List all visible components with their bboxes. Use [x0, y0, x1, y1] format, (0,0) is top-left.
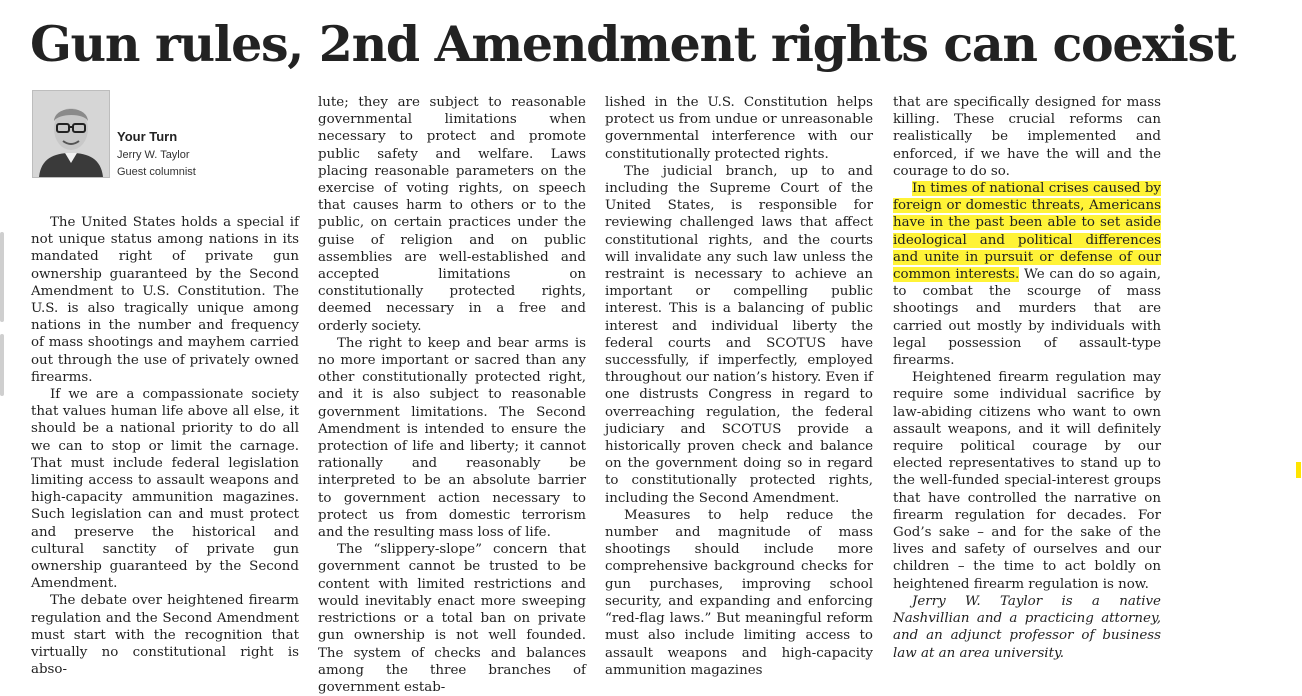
paragraph: Measures to help reduce the number and magnitude of mass shootings should include more comprehensive background checks for gun purchases, improving school security, and expanding and enforcing “red-flag laws.” But meaningful reform must also include limiting access to assault weapons and high-capacity ammunition magazines: [605, 507, 873, 678]
paragraph: that are specifically designed for mass killing. These crucial reforms can realistically be implemented and enforced, if we have the will and the courage to do so.: [893, 95, 1161, 179]
article-column-4: [893, 94, 1161, 662]
author-name: Jerry W. Taylor: [117, 149, 190, 161]
paragraph: If we are a compassionate society that values human life above all else, it should be a national priority to do all we can to stop or limit the carnage. That must include federal legislation limiting access to assault weapons and high-capacity ammunition magazines. Such legislation can and must protect and preserve the historical and cultural sanctity of private gun ownership guaranteed by the Second Amendment.: [31, 387, 299, 592]
page-edge-mark: [0, 232, 4, 322]
author-portrait-image: [33, 91, 109, 177]
paragraph: lute; they are subject to reasonable governmental limitations when necessary to protect and promote public safety and welfare. Laws placing reasonable parameters on the exercise of voting rights, on speech that causes harm to others or to the public, on certain practices under the guise of religion and on public assemblies are well-established and accepted limitations on constitutionally protected rights, deemed necessary in a free and orderly society.: [318, 95, 586, 334]
paragraph: The right to keep and bear arms is no more important or sacred than any other constitutionally protected right, and it is also subject to reasonable government limitations. The Second Amendment is intended to ensure the protection of life and liberty; it cannot rationally and reasonably be interpreted to be an absolute barrier to government action necessary to protect us from domestic terrorism and the resulting mass loss of life.: [318, 335, 586, 541]
column-label: Your Turn: [117, 129, 178, 144]
highlighted-paragraph: [893, 180, 1161, 369]
highlight-mark: [1296, 462, 1301, 478]
author-bio: Jerry W. Taylor is a native Nashvillian and a practicing attorney, and an adjunct professor of business law at an area university.: [893, 593, 1161, 661]
paragraph-text: We can do so again, to combat the scourge of mass shootings and murders that are carried out mostly by individuals with legal possession of assault-type firearms.: [893, 267, 1161, 369]
article-column-1: [31, 214, 299, 678]
article-column-3: [605, 94, 873, 679]
article-column-2: [318, 94, 586, 696]
paragraph: lished in the U.S. Constitution helps protect us from undue or unreasonable governmental interference with our constitutionally protected rights.: [605, 95, 873, 162]
paragraph: The United States holds a special if not unique status among nations in its mandated right of private gun ownership guaranteed by the Second Amendment to U.S. Constitution. The U.S. is also tragically unique among nations in the number and frequency of mass shootings and mayhem carried out through the use of privately owned firearms.: [31, 215, 299, 385]
highlighted-text: In times of national crises caused by foreign or domestic threats, Americans have in the past been able to set aside ideological and political differences and unite in pursuit or defense of our common interests.: [893, 181, 1161, 283]
paragraph: The debate over heightened firearm regulation and the Second Amendment must start with the recognition that virtually no constitutional right is abso-: [31, 593, 299, 678]
page-edge-mark: [0, 334, 4, 396]
paragraph: The judicial branch, up to and including the Supreme Court of the United States, is responsible for reviewing challenged laws that affect constitutional rights, and the courts will invalidate any such law unless the restraint is necessary to achieve an important or compelling public interest. This is a balancing of public interest and individual liberty the federal courts and SCOTUS have successfully, if imperfectly, employed throughout our nation’s history. Even if one distrusts Congress in regard to overreaching regulation, the federal judiciary and SCOTUS provide a historically proven check and balance on the government doing so in regard to constitutionally protected rights, including the Second Amendment.: [605, 163, 873, 506]
author-role: Guest columnist: [117, 166, 196, 178]
paragraph: Heightened firearm regulation may require some individual sacrifice by law-abiding citizens who want to own assault weapons, and it will definitely require political courage by our elected representatives to stand up to the well-funded special-interest groups that have controlled the narrative on firearm regulation for decades. For God’s sake – and for the sake of the lives and safety of ourselves and our children – the time to act boldly on heightened firearm regulation is now.: [893, 370, 1161, 592]
headline: Gun rules, 2nd Amendment rights can coexist: [30, 15, 1236, 73]
paragraph: The “slippery-slope” concern that government cannot be trusted to be content with limited restrictions and would inevitably enact more sweeping restrictions or a total ban on private gun ownership is not well founded. The system of checks and balances among the three branches of government estab-: [318, 542, 586, 695]
byline: [117, 127, 196, 181]
author-photo: [32, 90, 110, 178]
